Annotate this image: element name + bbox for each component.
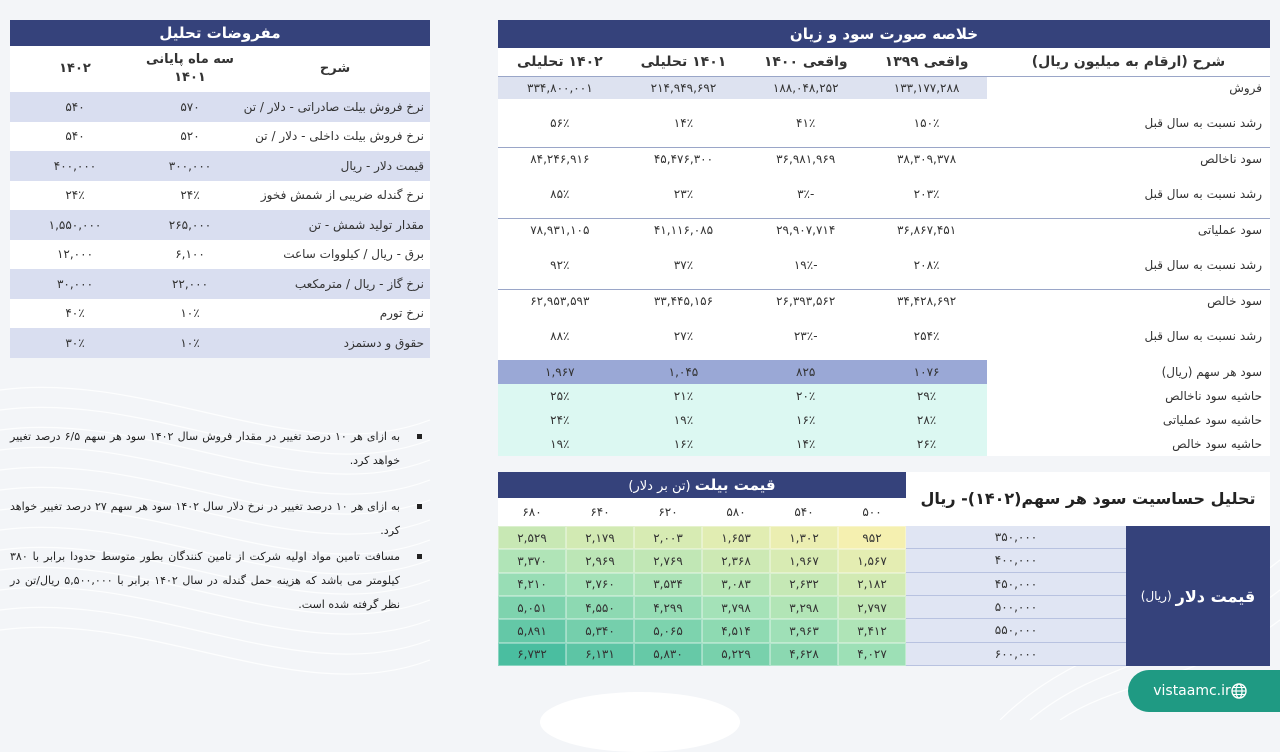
sensitivity-cell: ۱,۳۰۲ bbox=[770, 526, 838, 549]
billet-price-unit: (تن بر دلار) bbox=[628, 479, 691, 494]
sensitivity-cell: ۱,۶۵۳ bbox=[702, 526, 770, 549]
assumption-q: ۱۰٪ bbox=[140, 328, 240, 358]
income-value: ۵۶٪ bbox=[498, 99, 622, 148]
globe-icon bbox=[1231, 683, 1247, 699]
income-value: ۴۱,۱۱۶,۰۸۵ bbox=[622, 219, 746, 242]
assumption-desc: نرخ تورم bbox=[240, 299, 430, 329]
growth-label: رشد نسبت به سال قبل bbox=[1144, 116, 1262, 130]
income-row-label bbox=[987, 99, 1270, 148]
price-column: ۶۲۰ bbox=[658, 505, 678, 519]
income-value: -۲۳٪ bbox=[745, 312, 866, 360]
income-value: ۳۳۴,۸۰۰,۰۰۱ bbox=[498, 77, 622, 100]
assumption-q: ۳۰۰,۰۰۰ bbox=[140, 151, 240, 181]
dollar-rate: ۶۰۰,۰۰۰ bbox=[906, 643, 1126, 666]
assumption-desc: نرخ فروش بیلت داخلی - دلار / تن bbox=[240, 122, 430, 152]
assumption-q: ۲۴٪ bbox=[140, 181, 240, 211]
sensitivity-cell: ۲,۶۳۲ bbox=[770, 573, 838, 596]
income-row bbox=[498, 432, 1270, 456]
note-item: به ازای هر ۱۰ درصد تغییر در نرخ دلار سال ۱۴۰۲ سود هر سهم ۲۷ درصد تغییر خواهد کرد. bbox=[10, 495, 430, 543]
sensitivity-cell: ۳,۲۹۸ bbox=[770, 596, 838, 619]
income-value: ۲۰۸٪ bbox=[866, 241, 987, 290]
income-value: ۲۴٪ bbox=[498, 408, 622, 432]
sensitivity-cell: ۴,۵۱۴ bbox=[702, 619, 770, 642]
income-value: ۴۱٪ bbox=[745, 99, 866, 148]
sensitivity-grid bbox=[498, 526, 906, 666]
sensitivity-cell: ۵,۰۶۵ bbox=[634, 619, 702, 642]
sensitivity-cell: ۵,۳۴۰ bbox=[566, 619, 634, 642]
sensitivity-cell: ۴,۶۲۸ bbox=[770, 643, 838, 666]
sensitivity-cell: ۵,۸۳۰ bbox=[634, 643, 702, 666]
price-column: ۵۸۰ bbox=[726, 505, 746, 519]
dollar-label-text: قیمت دلار bbox=[1175, 586, 1256, 606]
assumption-y: ۳۰٪ bbox=[10, 328, 140, 358]
assumptions-body bbox=[10, 92, 430, 358]
income-value: ۲۶,۳۹۳,۵۶۲ bbox=[745, 290, 866, 313]
sensitivity-cell: ۱,۹۶۷ bbox=[770, 549, 838, 572]
sensitivity-cell: ۴,۵۵۰ bbox=[566, 596, 634, 619]
assumptions-table bbox=[10, 46, 430, 358]
sensitivity-cell: ۳,۰۸۳ bbox=[702, 573, 770, 596]
assumption-desc: برق - ریال / کیلووات ساعت bbox=[240, 240, 430, 270]
sensitivity-cell: ۲,۱۷۹ bbox=[566, 526, 634, 549]
sensitivity-cell: ۳,۷۹۸ bbox=[702, 596, 770, 619]
income-value: -۱۹٪ bbox=[745, 241, 866, 290]
income-value: ۱۹٪ bbox=[498, 432, 622, 456]
income-row-label: سود هر سهم (ریال) bbox=[987, 360, 1270, 384]
sensitivity-cell: ۲,۰۰۳ bbox=[634, 526, 702, 549]
income-value: ۴۵,۴۷۶,۳۰۰ bbox=[622, 148, 746, 171]
assumptions-panel bbox=[10, 20, 430, 358]
income-row-label: حاشیه سود عملیاتی bbox=[987, 408, 1270, 432]
sensitivity-cell: ۳,۵۳۴ bbox=[634, 573, 702, 596]
income-value: ۱۶٪ bbox=[622, 432, 746, 456]
income-value: ۲۸٪ bbox=[866, 408, 987, 432]
income-value: ۲۰٪ bbox=[745, 384, 866, 408]
income-row-label: فروش bbox=[987, 77, 1270, 100]
income-body bbox=[498, 77, 1270, 457]
sensitivity-cell: ۲,۷۶۹ bbox=[634, 549, 702, 572]
billet-price-columns bbox=[498, 498, 906, 526]
income-value: ۳۳,۴۴۵,۱۵۶ bbox=[622, 290, 746, 313]
sensitivity-cell: ۶,۷۳۲ bbox=[498, 643, 566, 666]
income-value: ۱۸۸,۰۴۸,۲۵۲ bbox=[745, 77, 866, 100]
income-row-label: سود خالص bbox=[987, 290, 1270, 313]
income-value: ۱,۰۴۵ bbox=[622, 360, 746, 384]
income-row bbox=[498, 290, 1270, 313]
income-value: ۲۶٪ bbox=[866, 432, 987, 456]
assumption-q: ۱۰٪ bbox=[140, 299, 240, 329]
assumption-q: ۵۷۰ bbox=[140, 92, 240, 122]
sensitivity-cell: ۲,۵۲۹ bbox=[498, 526, 566, 549]
assumption-row bbox=[10, 240, 430, 270]
income-value: ۹۲٪ bbox=[498, 241, 622, 290]
assumption-row bbox=[10, 299, 430, 329]
assumption-y: ۴۰٪ bbox=[10, 299, 140, 329]
sensitivity-cell: ۵,۲۲۹ bbox=[702, 643, 770, 666]
income-value: ۳۶,۸۶۷,۴۵۱ bbox=[866, 219, 987, 242]
dollar-rate: ۳۵۰,۰۰۰ bbox=[906, 526, 1126, 549]
assumptions-header-y: ۱۴۰۲ bbox=[59, 61, 91, 76]
income-row-label: سود عملیاتی bbox=[987, 219, 1270, 242]
income-header-desc: شرح (ارقام به میلیون ریال) bbox=[987, 48, 1270, 77]
sensitivity-cell: ۹۵۲ bbox=[838, 526, 906, 549]
income-value: ۱۴٪ bbox=[745, 432, 866, 456]
income-title: خلاصه صورت سود و زیان bbox=[498, 20, 1270, 48]
sensitivity-cell: ۴,۲۹۹ bbox=[634, 596, 702, 619]
sensitivity-cell: ۴,۲۱۰ bbox=[498, 573, 566, 596]
sensitivity-cell: ۳,۴۱۲ bbox=[838, 619, 906, 642]
sensitivity-cell: ۵,۰۵۱ bbox=[498, 596, 566, 619]
sensitivity-cell: ۳,۳۷۰ bbox=[498, 549, 566, 572]
income-value: ۲۱۴,۹۴۹,۶۹۲ bbox=[622, 77, 746, 100]
sensitivity-title: تحلیل حساسیت سود هر سهم(۱۴۰۲)- ریال bbox=[906, 472, 1270, 526]
income-value: ۸۵٪ bbox=[498, 170, 622, 219]
assumption-row bbox=[10, 181, 430, 211]
growth-label: رشد نسبت به سال قبل bbox=[1144, 258, 1262, 272]
growth-label: رشد نسبت به سال قبل bbox=[1144, 187, 1262, 201]
billet-price-title: قیمت بیلت bbox=[694, 476, 776, 494]
income-row bbox=[498, 312, 1270, 360]
income-row bbox=[498, 360, 1270, 384]
income-value: ۸۲۵ bbox=[745, 360, 866, 384]
sensitivity-cell: ۴,۰۲۷ bbox=[838, 643, 906, 666]
income-row bbox=[498, 384, 1270, 408]
assumption-row bbox=[10, 151, 430, 181]
income-header-1402: ۱۴۰۲ تحلیلی bbox=[498, 48, 622, 77]
income-value: ۳۸,۳۰۹,۳۷۸ bbox=[866, 148, 987, 171]
assumption-y: ۲۴٪ bbox=[10, 181, 140, 211]
income-value: ۲۳٪ bbox=[622, 170, 746, 219]
assumption-row bbox=[10, 328, 430, 358]
dollar-rate-label bbox=[1126, 526, 1270, 666]
income-value: ۱۹٪ bbox=[622, 408, 746, 432]
assumption-y: ۱۲,۰۰۰ bbox=[10, 240, 140, 270]
income-value: ۳۷٪ bbox=[622, 241, 746, 290]
price-column: ۵۰۰ bbox=[862, 505, 882, 519]
assumption-y: ۵۴۰ bbox=[10, 122, 140, 152]
assumption-y: ۴۰۰,۰۰۰ bbox=[10, 151, 140, 181]
income-value: ۸۸٪ bbox=[498, 312, 622, 360]
price-column: ۶۸۰ bbox=[522, 505, 542, 519]
income-header-row bbox=[498, 48, 1270, 77]
income-row bbox=[498, 219, 1270, 242]
assumption-desc: قیمت دلار - ریال bbox=[240, 151, 430, 181]
assumption-q: ۲۲,۰۰۰ bbox=[140, 269, 240, 299]
income-row-label: سود ناخالص bbox=[987, 148, 1270, 171]
assumption-row bbox=[10, 269, 430, 299]
income-table bbox=[498, 48, 1270, 456]
dollar-rate: ۴۵۰,۰۰۰ bbox=[906, 573, 1126, 596]
assumption-q: ۲۶۵,۰۰۰ bbox=[140, 210, 240, 240]
income-value: ۸۴,۲۴۶,۹۱۶ bbox=[498, 148, 622, 171]
income-row bbox=[498, 241, 1270, 290]
note-item: به ازای هر ۱۰ درصد تغییر در مقدار فروش سال ۱۴۰۲ سود هر سهم ۶/۵ درصد تغییر خواهد کرد. bbox=[10, 425, 430, 473]
sensitivity-panel bbox=[498, 472, 1270, 666]
dollar-rate: ۵۵۰,۰۰۰ bbox=[906, 619, 1126, 642]
income-row-label: حاشیه سود ناخالص bbox=[987, 384, 1270, 408]
sensitivity-cell: ۶,۱۳۱ bbox=[566, 643, 634, 666]
price-column: ۶۴۰ bbox=[590, 505, 610, 519]
billet-price-header bbox=[498, 472, 906, 526]
sensitivity-cell: ۱,۵۶۷ bbox=[838, 549, 906, 572]
assumption-desc: مقدار تولید شمش - تن bbox=[240, 210, 430, 240]
income-value: -۳٪ bbox=[745, 170, 866, 219]
sensitivity-cell: ۲,۷۹۷ bbox=[838, 596, 906, 619]
income-row bbox=[498, 148, 1270, 171]
income-value: ۲۵۴٪ bbox=[866, 312, 987, 360]
dollar-rate: ۵۰۰,۰۰۰ bbox=[906, 596, 1126, 619]
income-value: ۱۶٪ bbox=[745, 408, 866, 432]
assumption-desc: نرخ گندله ضریبی از شمش فخوز bbox=[240, 181, 430, 211]
assumptions-header-q: سه ماه پایانی ۱۴۰۱ bbox=[146, 52, 234, 85]
site-label: vistaamc.ir bbox=[1153, 683, 1231, 699]
assumptions-title: مفروضات تحلیل bbox=[10, 20, 430, 46]
assumption-row bbox=[10, 210, 430, 240]
assumption-q: ۶,۱۰۰ bbox=[140, 240, 240, 270]
assumption-y: ۳۰,۰۰۰ bbox=[10, 269, 140, 299]
assumption-desc: نرخ فروش بیلت صادراتی - دلار / تن bbox=[240, 92, 430, 122]
growth-label: رشد نسبت به سال قبل bbox=[1144, 329, 1262, 343]
income-value: ۶۲,۹۵۳,۵۹۳ bbox=[498, 290, 622, 313]
income-row bbox=[498, 77, 1270, 100]
income-value: ۱,۹۶۷ bbox=[498, 360, 622, 384]
dollar-rate-rows bbox=[906, 526, 1126, 666]
billet-price-bar bbox=[498, 472, 906, 498]
income-header-1401: ۱۴۰۱ تحلیلی bbox=[622, 48, 746, 77]
income-value: ۷۸,۹۳۱,۱۰۵ bbox=[498, 219, 622, 242]
income-row-label bbox=[987, 241, 1270, 290]
sensitivity-cell: ۵,۸۹۱ bbox=[498, 619, 566, 642]
assumptions-header-desc: شرح bbox=[319, 61, 351, 76]
income-panel bbox=[498, 20, 1270, 456]
assumption-y: ۵۴۰ bbox=[10, 92, 140, 122]
assumption-q: ۵۲۰ bbox=[140, 122, 240, 152]
price-column: ۵۴۰ bbox=[794, 505, 814, 519]
assumption-row bbox=[10, 92, 430, 122]
sensitivity-cell: ۲,۹۶۹ bbox=[566, 549, 634, 572]
income-value: ۱۵۰٪ bbox=[866, 99, 987, 148]
income-row-label bbox=[987, 170, 1270, 219]
income-value: ۲۵٪ bbox=[498, 384, 622, 408]
assumption-row bbox=[10, 122, 430, 152]
note-item: مسافت تامین مواد اولیه شرکت از تامین کنندگان بطور متوسط حدودا برابر با ۳۸۰ کیلومتر می باشد که هزینه حمل گندله در سال ۱۴۰۲ برابر با ۵,۵۰۰,۰۰۰ ریال/تن در نظر گرفته شده است. bbox=[10, 545, 430, 617]
sensitivity-cell: ۳,۹۶۳ bbox=[770, 619, 838, 642]
assumptions-header-row bbox=[10, 46, 430, 92]
income-row bbox=[498, 408, 1270, 432]
notes-list bbox=[10, 425, 430, 639]
assumption-y: ۱,۵۵۰,۰۰۰ bbox=[10, 210, 140, 240]
income-value: ۱۴٪ bbox=[622, 99, 746, 148]
website-link[interactable] bbox=[1128, 670, 1280, 712]
income-row bbox=[498, 99, 1270, 148]
income-row bbox=[498, 170, 1270, 219]
sensitivity-cell: ۳,۷۶۰ bbox=[566, 573, 634, 596]
income-value: ۳۴,۴۲۸,۶۹۲ bbox=[866, 290, 987, 313]
sensitivity-cell: ۲,۳۶۸ bbox=[702, 549, 770, 572]
income-value: ۲۹,۹۰۷,۷۱۴ bbox=[745, 219, 866, 242]
sensitivity-cell: ۲,۱۸۲ bbox=[838, 573, 906, 596]
dollar-rate: ۴۰۰,۰۰۰ bbox=[906, 549, 1126, 572]
assumption-desc: نرخ گاز - ریال / مترمکعب bbox=[240, 269, 430, 299]
income-row-label: حاشیه سود خالص bbox=[987, 432, 1270, 456]
income-value: ۳۶,۹۸۱,۹۶۹ bbox=[745, 148, 866, 171]
income-value: ۲۷٪ bbox=[622, 312, 746, 360]
income-header-1400: واقعی ۱۴۰۰ bbox=[745, 48, 866, 77]
income-header-1399: واقعی ۱۳۹۹ bbox=[866, 48, 987, 77]
income-value: ۲۰۳٪ bbox=[866, 170, 987, 219]
income-value: ۲۹٪ bbox=[866, 384, 987, 408]
assumption-desc: حقوق و دستمزد bbox=[240, 328, 430, 358]
decorative-blob bbox=[540, 692, 740, 752]
dollar-label-unit: (ریال) bbox=[1140, 589, 1172, 603]
income-value: ۱۳۳,۱۷۷,۲۸۸ bbox=[866, 77, 987, 100]
income-row-label bbox=[987, 312, 1270, 360]
income-value: ۱۰۷۶ bbox=[866, 360, 987, 384]
income-value: ۲۱٪ bbox=[622, 384, 746, 408]
